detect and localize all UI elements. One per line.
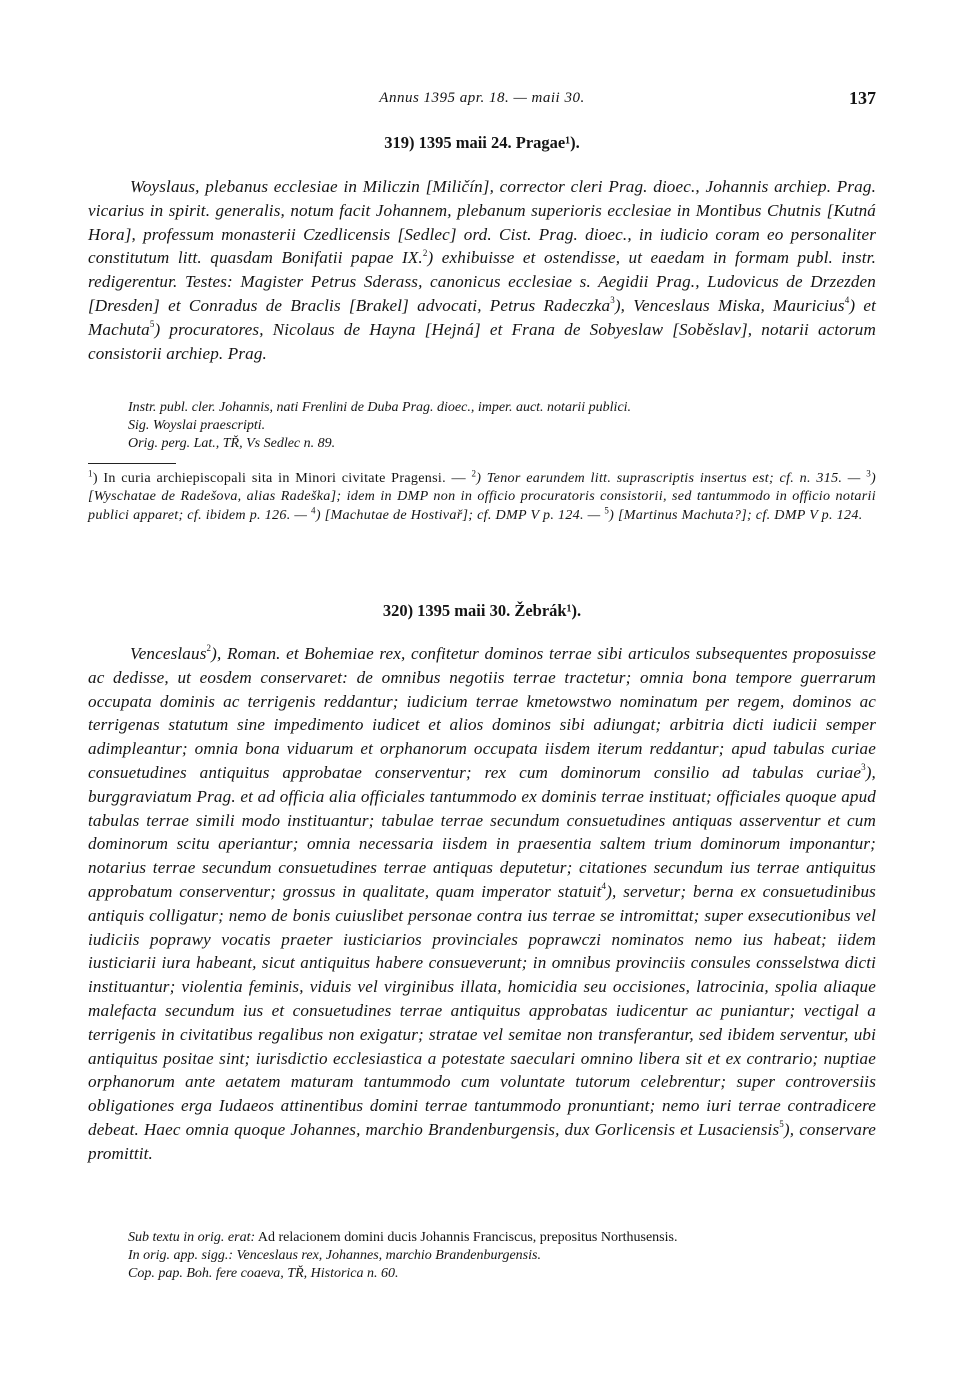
note-seals: In orig. app. sigg.: Venceslaus rex, Johannes, marchio Brandenburgensis. [128, 1248, 541, 1263]
document-319-footnotes [88, 469, 876, 524]
note-sub-textu-label: Sub textu in orig. erat: [128, 1230, 256, 1245]
document-319-notes [128, 399, 876, 453]
text-run: ) procuratores, Nicolaus de Hayna [Hejná] et Frana de Sobyeslaw [Soběslav], notarii actorum consistorii archiep. Prag. [88, 319, 876, 363]
text-run: Woyslaus, plebanus ecclesiae in Miliczin [Miličín], corrector cleri Prag. dioec., Johannis archiep. Prag. vicarius in spirit. generalis, notum facit Johannem, plebanum superioris ecclesiae in Montibus Chutnis [Kutná Hora], professum monasterii Czedlicensis [Sedlec] ord. Cist. Prag. dioec., in iudicio coram eo personaliter constitutum litt. quasdam Bonifatii papae IX. [88, 177, 876, 268]
footnote-number: 2 [471, 468, 477, 479]
footnote-text: ) In curia archiepiscopali sita in Minori civitate Pragensi. — [92, 470, 472, 486]
footnote-number: 3 [866, 468, 871, 479]
footnote-text: ) [Machutae de Hostivař]; cf. DMP V p. 124. — [315, 506, 605, 523]
document-320-notes [128, 1229, 876, 1283]
footnote-reference: 2 [422, 247, 428, 258]
footnote-reference: 3 [861, 762, 866, 773]
page-header [88, 90, 876, 114]
footnote-text: ) Tenor earundem litt. suprascriptis insertus est; cf. n. 315. — [476, 470, 867, 486]
footnote-divider [88, 463, 176, 464]
footnote-number: 1 [88, 468, 93, 479]
document-320-regest [88, 642, 876, 1166]
note-sub-textu [128, 1229, 876, 1247]
document-319-regest [88, 175, 876, 365]
text-run: ), Roman. et Bohemiae rex, confitetur dominos terrae sibi articulos subsequentes proposuisse ac dedisse, ut eosdem conservaret: de omnibus negotiis terrae tractetur; omnia bona tempore guerrarum occupata dominis ac terrigenis reddantur; iudicium terrae kmetowstwo nominatum per regem, dominos ac terrigenas statutum sine impedimento iudicet et alios dominos sibi adiungat; arbitria dicti iudicii semper adimpleantur; omnia bona viduarum et orphanorum occupata iisdem iterum reddantur; apud tabulas curiae consuetudines antiquitus approbatae conserventur; rex cum dominorum consilio ad tabulas curiae [88, 644, 876, 782]
document-319-heading: 319) 1395 maii 24. Pragae¹). [384, 133, 580, 152]
note-copy: Cop. pap. Boh. fere coaeva, TŘ, Historica n. 60. [128, 1266, 399, 1281]
footnote-reference: 2 [206, 643, 212, 654]
footnote-number: 4 [311, 505, 316, 516]
footnote-reference: 5 [149, 319, 155, 330]
text-run: ), conservare promittit. [88, 1119, 877, 1163]
text-run: ) exhibuisse et ostendisse, ut eaedam in formam publ. instr. redigerentur. Testes: Magister Petrus Sderass, canonicus ecclesiae s. Aegidii Prag., Ludovicus de Drzezden [Dresden] et Conradus de Braclis [Brakel] advocati, Petrus Radeczka [88, 248, 876, 315]
footnote-number: 5 [604, 505, 610, 516]
footnote-reference: 5 [779, 1119, 784, 1130]
page-number: 137 [849, 88, 876, 108]
text-run: ), servetur; berna ex consuetudinibus antiquis colligatur; nemo de bonis cuiuslibet personae contra ius terrae se intromittat; super exsecutionibus vel iudiciis poprawy vocatis praeter iusticiarios provinciales poprawczi nominatos nemo ius habeat; iidem iusticiarii iura habeant, sicut antiquitus habere consueverunt; in omnibus provinciis consules consselstwa dicti instituantur; violentia feminis, viduis vel virginibus illata, homicidia seu occisiones, latrocinia, spolia aliaque malefacta secundum ius et consuetudines terrae antiquitus approbatas iudicentur ac puniantur; vectigal a terrigenis in civitatibus regalibus non exigatur; stratae vel semitae non transferantur, sed ibidem serventur, ubi antiquitus positae sint; iurisdictio ecclesiastica a potestate saeculari omnino libera sit et ex contrario; nuptiae orphanorum ante aetatem maturam tantummodo cum voluntate tutorum celebrentur; super controversiis obligationes erga Iudaeos attinentibus domini terrae tantummodo pronuntiant; nemo iuri terrae contradicere debeat. Haec omnia quoque Johannes, marchio Brandenburgensis, dux Gorlicensis et Lusaciensis [88, 881, 876, 1139]
footnote-text: ) [Martinus Machuta?]; cf. DMP V p. 124. [609, 506, 863, 523]
text-run: ) et Machuta [88, 295, 876, 339]
footnote-reference: 4 [844, 295, 850, 306]
document-320-heading: 320) 1395 maii 30. Žebrák¹). [382, 601, 582, 620]
note-instrument: Instr. publ. cler. Johannis, nati Frenlini de Duba Prag. dioec., imper. auct. notarii publici. [128, 400, 632, 415]
footnote-reference: 4 [601, 881, 607, 892]
note-original: Orig. perg. Lat., TŘ, Vs Sedlec n. 89. [128, 436, 336, 451]
footnote-reference: 3 [610, 295, 615, 306]
footnote-text: ) [Wyschatae de Radešova, alias Radeška]; idem in DMP non in officio procuratoris consistorii, sed tantummodo in officio notarii publici apparet; cf. ibidem p. 126. — [88, 470, 876, 523]
note-sub-textu-text: Ad relacionem domini ducis Johannis Franciscus, prepositus Northusensis. [257, 1230, 678, 1245]
running-head: Annus 1395 apr. 18. — maii 30. [379, 90, 585, 106]
text-run: ), burggraviatum Prag. et ad officia alia officiales tantummodo ex dominis terrae instituat; officiales quoque apud tabulas terrae simili modo instituantur; tabulae terrae secundum consuetudines antiquas asserventur et cum dominorum scitu aperiantur; omnia necessaria iisdem in praesentia saltem trium dominorum imponantur; notarius terrae secundum consuetudines terrae antiquas deputetur; citationes secundum ius terrae antiquitus approbatum conserventur; grossus in qualitate, quam imperator statuit [88, 762, 876, 901]
note-seal: Sig. Woyslai praescripti. [128, 418, 266, 433]
text-run: ), Venceslaus Miska, Mauricius [614, 295, 845, 315]
text-run: Venceslaus [130, 644, 207, 663]
